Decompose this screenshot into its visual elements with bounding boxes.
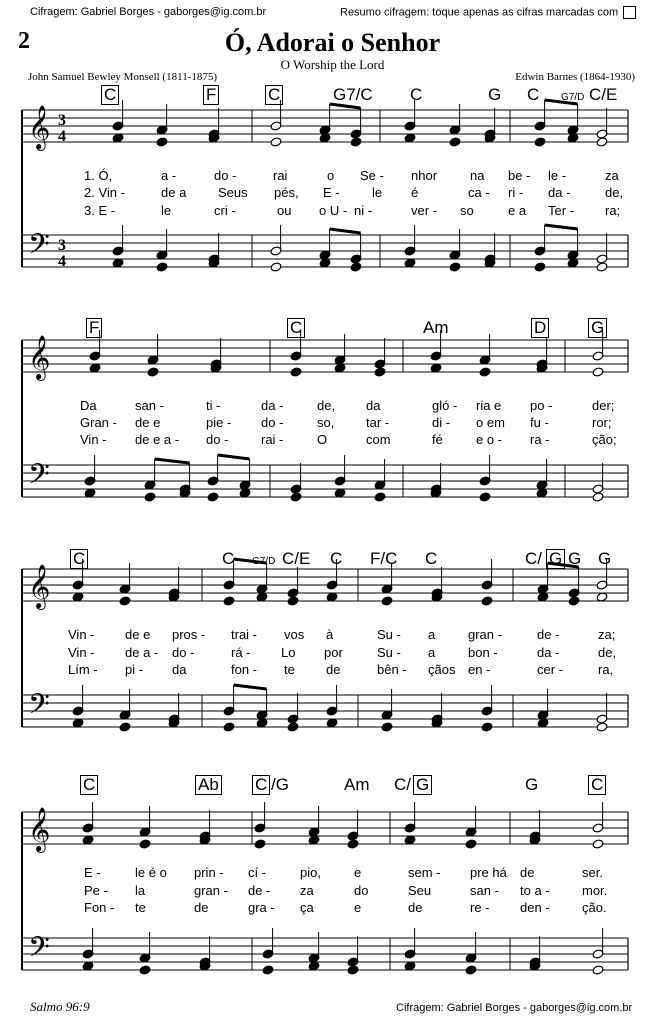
treble-clef-icon: 𝄞 <box>28 564 51 608</box>
lyric-syllable: za <box>300 883 314 898</box>
note-head <box>347 839 359 849</box>
lyric-syllable: por <box>324 645 343 660</box>
note-head <box>592 367 604 377</box>
note-head <box>287 596 299 606</box>
lyric-syllable: de <box>194 900 209 915</box>
chord-label: Am <box>423 318 449 337</box>
lyric-syllable: a <box>428 627 436 642</box>
chord-symbol <box>423 318 449 338</box>
lyric-syllable: te <box>284 662 295 677</box>
chord-symbol <box>222 549 234 569</box>
note-head <box>139 965 151 975</box>
lyric-syllable: ção. <box>582 900 607 915</box>
lyric-syllable: Pe - <box>84 883 108 898</box>
lyric-syllable: o <box>327 168 335 183</box>
lyric-syllable: Vin - <box>68 645 95 660</box>
chord-label: F <box>86 318 102 338</box>
chord-label: C <box>222 549 235 568</box>
lyric-syllable: Su - <box>377 627 401 642</box>
lyric-syllable: o em <box>476 415 505 430</box>
lyric-syllable: fu - <box>530 415 549 430</box>
lyric-syllable: gra - <box>248 900 275 915</box>
footer-credit: Cifragem: Gabriel Borges - gaborges@ig.com.br <box>396 1002 633 1014</box>
bass-clef-icon: 𝄢 <box>28 228 50 268</box>
lyric-syllable: a <box>428 645 436 660</box>
note-head <box>465 965 477 975</box>
lyric-syllable: do <box>354 883 369 898</box>
note-head <box>347 965 359 975</box>
chord-label: C <box>588 775 606 795</box>
marked-chord <box>203 85 219 105</box>
lyric-syllable: rai - <box>261 432 284 447</box>
chord-label: C/ <box>525 549 542 568</box>
treble-clef-icon: 𝄞 <box>28 807 51 851</box>
lyric-syllable: 3. E - <box>84 203 116 218</box>
chord-symbol <box>425 549 437 569</box>
chord-label: G <box>588 318 607 338</box>
note-head <box>270 262 282 272</box>
lyric-syllable: ça <box>300 900 314 915</box>
lyric-syllable: Lo <box>281 645 296 660</box>
note-head <box>592 839 604 849</box>
lyric-syllable: cri - <box>214 203 236 218</box>
note-head <box>381 722 393 732</box>
lyric-syllable: é <box>411 185 419 200</box>
chord-label: Am <box>344 775 370 794</box>
marked-chord <box>588 318 607 338</box>
lyric-syllable: com <box>366 432 391 447</box>
note-head <box>119 722 131 732</box>
lyric-syllable: fé <box>432 432 443 447</box>
note-head <box>139 839 151 849</box>
lyric-syllable: 2. Vin - <box>84 185 125 200</box>
lyric-syllable: E - <box>84 865 101 880</box>
lyric-syllable: de a - <box>125 645 159 660</box>
summary-text: Resumo cifragem: toque apenas as cifras marcadas com <box>340 6 619 19</box>
time-signature: 3 <box>58 112 66 129</box>
lyric-syllable: Da <box>80 398 97 413</box>
lyric-syllable: do - <box>261 415 284 430</box>
note-head <box>223 722 235 732</box>
note-head <box>596 262 608 272</box>
lyricist-credit: John Samuel Bewley Monsell (1811-1875) <box>28 71 218 83</box>
lyric-syllable: çãos <box>428 662 456 677</box>
lyric-syllable: de <box>520 865 535 880</box>
lyric-syllable: e <box>354 900 362 915</box>
chord-symbol <box>561 85 584 108</box>
note-head <box>147 367 159 377</box>
lyric-syllable: bên - <box>377 662 407 677</box>
lyric-syllable: da <box>172 662 187 677</box>
lyric-syllable: de, <box>317 398 336 413</box>
hymn-number: 2 <box>18 28 30 54</box>
page-title: Ó, Adorai o Senhor <box>224 28 441 57</box>
chord-symbol <box>410 85 422 105</box>
bass-clef-icon: 𝄢 <box>28 688 50 728</box>
chord-label: C <box>80 775 98 795</box>
lyric-syllable: Fon - <box>84 900 115 915</box>
chord-label: D <box>531 318 549 338</box>
marked-chord <box>101 85 119 105</box>
note-head <box>262 965 274 975</box>
note-head <box>156 262 168 272</box>
scripture-reference: Salmo 96:9 <box>30 999 90 1014</box>
chord-label: G7/D <box>252 556 276 567</box>
time-signature: 4 <box>58 128 66 145</box>
treble-clef-icon: 𝄞 <box>28 105 51 149</box>
chord-label: G7/D <box>561 92 585 103</box>
chord-label: F <box>203 85 219 105</box>
chord-label: C <box>101 85 119 105</box>
note-head <box>534 262 546 272</box>
note-beam <box>234 685 267 689</box>
note-head <box>374 492 386 502</box>
note-head <box>449 262 461 272</box>
lyric-syllable: za <box>605 168 619 183</box>
chord-label: F/C <box>370 549 398 568</box>
lyric-syllable: vos <box>284 627 305 642</box>
lyric-syllable: e a <box>508 203 527 218</box>
lyric-syllable: de - <box>537 627 560 642</box>
lyric-syllable: Seu <box>408 883 432 898</box>
lyric-syllable: en - <box>468 662 491 677</box>
lyric-syllable: ria e <box>476 398 502 413</box>
note-head <box>596 137 608 147</box>
lyric-syllable: Se - <box>360 168 384 183</box>
chord-symbol <box>568 549 581 569</box>
lyric-syllable: de a <box>161 185 187 200</box>
lyric-syllable: ror; <box>592 415 612 430</box>
chord-symbol <box>488 85 501 105</box>
lyric-syllable: do - <box>172 645 195 660</box>
marked-chord <box>413 775 432 795</box>
chord-symbol <box>333 85 373 105</box>
lyric-syllable: ni - <box>354 203 373 218</box>
lyric-syllable: san - <box>135 398 164 413</box>
chord-label: C <box>70 549 88 569</box>
lyric-syllable: mor. <box>582 883 608 898</box>
note-head <box>287 722 299 732</box>
lyric-syllable: so <box>460 203 474 218</box>
chord-label: G7/C <box>333 85 373 104</box>
lyric-syllable: bon - <box>468 645 498 660</box>
marked-chord <box>80 775 98 795</box>
lyric-syllable: pre há <box>470 865 507 880</box>
time-signature: 4 <box>58 253 66 270</box>
lyric-syllable: nhor <box>411 168 438 183</box>
lyric-syllable: za; <box>598 627 616 642</box>
lyric-syllable: de e <box>135 415 161 430</box>
chord-label: C <box>527 85 540 104</box>
lyric-syllable: ra - <box>530 432 550 447</box>
lyric-syllable: der; <box>592 398 615 413</box>
lyric-syllable: re - <box>470 900 490 915</box>
lyric-syllable: o U - <box>319 203 348 218</box>
lyric-syllable: de, <box>605 185 624 200</box>
note-head <box>534 137 546 147</box>
note-head <box>144 492 156 502</box>
chord-symbol <box>330 549 342 569</box>
note-head <box>592 965 604 975</box>
lyric-syllable: do - <box>206 432 229 447</box>
lyric-syllable: sem - <box>408 865 441 880</box>
lyric-syllable: E - <box>323 185 340 200</box>
lyric-syllable: di - <box>432 415 451 430</box>
chord-label: /G <box>271 775 289 794</box>
lyric-syllable: ti - <box>206 398 221 413</box>
lyric-syllable: te <box>135 900 146 915</box>
lyric-syllable: ra, <box>598 662 614 677</box>
note-head <box>270 137 282 147</box>
header-credit: Cifragem: Gabriel Borges - gaborges@ig.com.br <box>30 6 267 18</box>
note-head <box>374 367 386 377</box>
lyric-syllable: gran - <box>194 883 228 898</box>
lyric-syllable: den - <box>520 900 550 915</box>
chord-label: G <box>525 775 539 794</box>
marked-chord <box>265 85 283 105</box>
lyric-syllable: to a - <box>520 883 550 898</box>
lyric-syllable: Vin - <box>68 627 95 642</box>
lyric-syllable: de - <box>248 883 271 898</box>
lyric-syllable: à <box>326 627 334 642</box>
note-head <box>479 367 491 377</box>
lyric-syllable: ou <box>277 203 292 218</box>
lyric-syllable: prin - <box>194 865 224 880</box>
lyric-syllable: rai <box>273 168 288 183</box>
note-head <box>592 492 604 502</box>
note-head <box>479 492 491 502</box>
lyric-syllable: de <box>326 662 341 677</box>
lyric-syllable: na <box>470 168 485 183</box>
lyric-syllable: pio, <box>300 865 321 880</box>
note-head <box>596 722 608 732</box>
chord-label: G <box>546 549 565 569</box>
lyric-syllable: Vin - <box>80 432 107 447</box>
subtitle: O Worship the Lord <box>280 57 385 72</box>
lyric-syllable: le - <box>548 168 567 183</box>
note-head <box>290 492 302 502</box>
lyric-syllable: Ter - <box>548 203 574 218</box>
lyric-syllable: pros - <box>172 627 206 642</box>
lyric-syllable: fon - <box>231 662 258 677</box>
chord-label: C <box>287 318 305 338</box>
chord-label: C <box>425 549 438 568</box>
marked-chord <box>252 775 270 795</box>
lyric-syllable: de e a - <box>135 432 180 447</box>
time-signature: 3 <box>58 237 66 254</box>
chord-symbol <box>589 85 617 105</box>
lyric-syllable: ção; <box>592 432 617 447</box>
bass-clef-icon: 𝄢 <box>28 931 50 971</box>
lyric-syllable: trai - <box>231 627 257 642</box>
lyric-syllable: san - <box>470 883 499 898</box>
chord-symbol <box>252 549 275 572</box>
lyric-syllable: Gran - <box>80 415 117 430</box>
composer-credit: Edwin Barnes (1864-1930) <box>515 71 635 83</box>
lyric-syllable: cí - <box>248 865 267 880</box>
lyric-syllable: po - <box>530 398 553 413</box>
lyric-syllable: so, <box>317 415 335 430</box>
note-head <box>350 262 362 272</box>
chord-label: C <box>252 775 270 795</box>
lyric-syllable: gló - <box>432 398 458 413</box>
chord-label: C <box>330 549 343 568</box>
lyric-syllable: de, <box>598 645 617 660</box>
note-head <box>223 596 235 606</box>
note-head <box>207 492 219 502</box>
lyric-syllable: da - <box>548 185 571 200</box>
lyric-syllable: Lím - <box>68 662 98 677</box>
chord-symbol <box>344 775 370 795</box>
chord-symbol <box>525 549 542 569</box>
lyric-syllable: da - <box>261 398 284 413</box>
chord-label: C <box>265 85 283 105</box>
note-head <box>465 839 477 849</box>
marked-chord <box>588 775 606 795</box>
lyric-syllable: be - <box>508 168 531 183</box>
marked-chord <box>531 318 549 338</box>
lyric-syllable: tar - <box>366 415 390 430</box>
note-head <box>350 137 362 147</box>
note-beam <box>218 455 250 459</box>
lyric-syllable: la <box>135 883 146 898</box>
chord-symbol <box>370 549 397 569</box>
lyric-syllable: da <box>366 398 381 413</box>
note-head <box>381 596 393 606</box>
lyric-syllable: le <box>372 185 383 200</box>
lyric-syllable: Su - <box>377 645 401 660</box>
note-beam <box>545 225 578 229</box>
lyric-syllable: cer - <box>537 662 563 677</box>
lyric-syllable: e <box>354 865 362 880</box>
lyric-syllable: e o - <box>476 432 503 447</box>
lyric-syllable: ver - <box>411 203 437 218</box>
lyric-syllable: ri - <box>508 185 524 200</box>
lyric-syllable: a - <box>161 168 177 183</box>
lyric-syllable: rá - <box>231 645 251 660</box>
note-beam <box>155 459 190 463</box>
lyric-syllable: pie - <box>206 415 232 430</box>
marked-chord <box>70 549 88 569</box>
treble-clef-icon: 𝄞 <box>28 335 51 379</box>
note-head <box>481 596 493 606</box>
lyric-syllable: ser. <box>582 865 603 880</box>
lyric-syllable: le <box>161 203 172 218</box>
bass-clef-icon: 𝄢 <box>28 458 50 498</box>
note-head <box>156 137 168 147</box>
lyric-syllable: pés, <box>274 185 299 200</box>
lyric-syllable: 1. Ó, <box>84 168 113 183</box>
marked-chord <box>287 318 305 338</box>
note-head <box>254 839 266 849</box>
chord-label: C/E <box>282 549 311 568</box>
marked-chord <box>86 318 102 338</box>
chord-symbol <box>394 775 411 795</box>
note-head <box>568 596 580 606</box>
marked-chord <box>546 549 565 569</box>
note-head <box>449 137 461 147</box>
chord-label: G <box>568 549 582 568</box>
chord-symbol <box>271 775 289 795</box>
chord-symbol <box>527 85 539 105</box>
chord-label: C <box>410 85 423 104</box>
chord-label: C/ <box>394 775 411 794</box>
lyric-syllable: do - <box>214 168 237 183</box>
lyric-syllable: O <box>317 432 328 447</box>
lyric-syllable: ca - <box>468 185 490 200</box>
chord-label: C/E <box>589 85 618 104</box>
lyric-syllable: da - <box>537 645 560 660</box>
note-beam <box>330 229 361 233</box>
lyric-syllable: de e <box>125 627 151 642</box>
chord-label: G <box>413 775 432 795</box>
chord-label: G <box>488 85 502 104</box>
chord-symbol <box>598 549 611 569</box>
lyric-syllable: pi - <box>125 662 144 677</box>
note-head <box>290 367 302 377</box>
lyric-syllable: de <box>408 900 423 915</box>
chord-label: G <box>598 549 612 568</box>
chord-symbol <box>282 549 310 569</box>
chord-symbol <box>525 775 538 795</box>
chord-label: Ab <box>195 775 222 795</box>
lyric-syllable: gran - <box>468 627 502 642</box>
lyric-syllable: ra; <box>605 203 621 218</box>
note-head <box>481 722 493 732</box>
note-head <box>119 596 131 606</box>
marked-chord <box>195 775 222 795</box>
lyric-syllable: le é o <box>135 865 167 880</box>
lyric-syllable: Seus <box>218 185 248 200</box>
